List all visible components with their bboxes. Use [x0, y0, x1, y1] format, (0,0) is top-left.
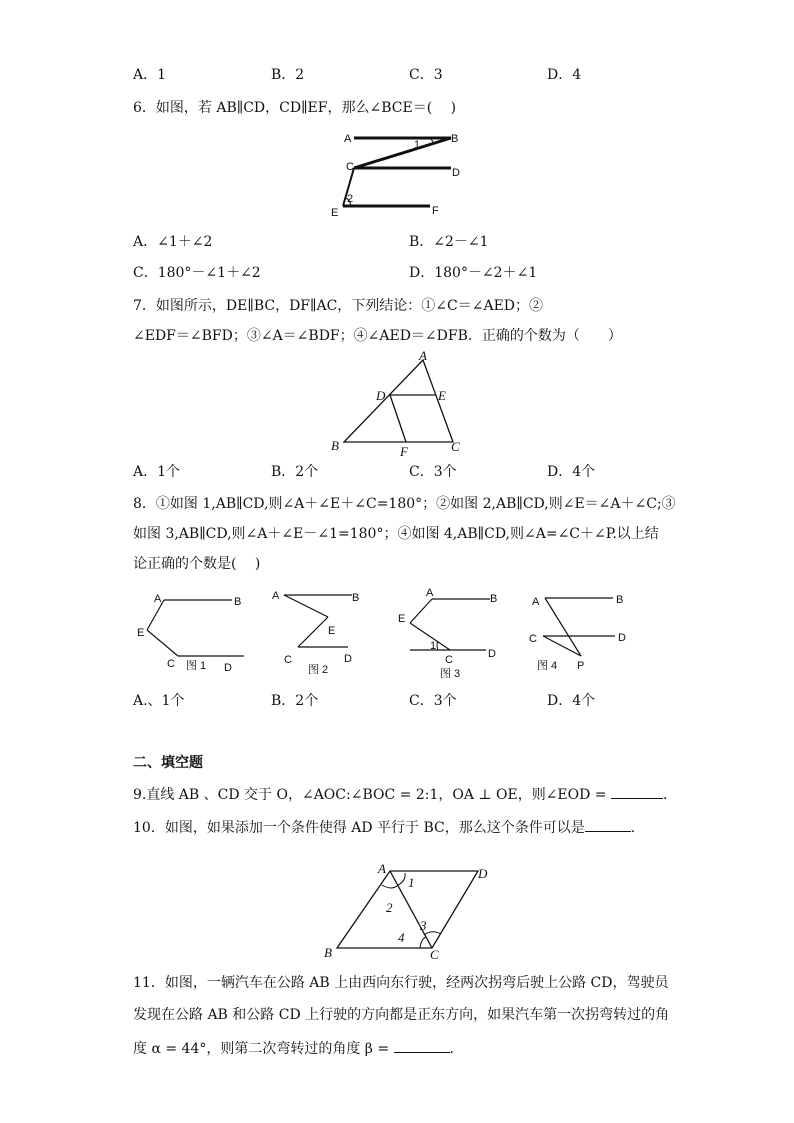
q8-option-c: C．3个 [409, 693, 457, 709]
q6-option-b: B．∠2－∠1 [409, 234, 489, 250]
q8f4-label-a: A [532, 596, 540, 608]
q7-option-a: A．1个 [133, 464, 181, 480]
q8-figure-3 [396, 585, 506, 680]
q10-line [133, 817, 635, 838]
q6-label-b: B [451, 133, 459, 145]
q10-label-c: C [430, 947, 439, 962]
q6-label-f: F [432, 205, 439, 217]
q6-option-d: D．180°－∠2＋∠1 [409, 265, 538, 281]
q7-figure [328, 350, 468, 458]
q6-label-a: A [344, 133, 352, 145]
q10-figure [320, 855, 500, 960]
q8f2-label-b: B [352, 592, 360, 604]
q8f3-label-d: D [488, 648, 496, 660]
q10-answer-blank[interactable] [585, 817, 631, 832]
q8f3-caption: 图 3 [440, 668, 461, 680]
q10-stem: 10．如图，如果添加一个条件使得 AD 平行于 BC，那么这个条件可以是 [133, 820, 585, 836]
q8f3-label-a: A [426, 587, 434, 599]
q6-label-c: C [346, 161, 354, 173]
q8-stem-line-1: 8．①如图 1,AB∥CD,则∠A＋∠E＋∠C=180°；②如图 2,AB∥CD,则∠E＝∠A＋∠C;③ [133, 496, 676, 512]
q8-option-a: A.、1个 [133, 693, 185, 709]
q9-stem: 9.直线 AB 、CD 交于 O，∠AOC:∠BOC = 2:1，OA ⊥ OE，则∠EOD = [133, 787, 607, 803]
q8f2-label-c: C [284, 654, 292, 666]
q11-line-1: 11．如图，一辆汽车在公路 AB 上由西向东行驶，经两次拐弯后驶上公路 CD，驾驶员 [133, 975, 669, 991]
q5-option-c: C．3 [409, 67, 443, 83]
q8f2-label-a: A [272, 590, 280, 602]
q8-figure-1 [134, 588, 244, 673]
q10-angle-3-arc [424, 932, 441, 935]
q8f1-label-c: C [167, 658, 175, 670]
q8-option-d: D．4个 [547, 693, 596, 709]
q7-stem-line-1: 7．如图所示，DE∥BC，DF∥AC，下列结论：①∠C＝∠AED；② [133, 298, 544, 314]
q10-angle-1-arc [398, 873, 405, 885]
q7-option-d: D．4个 [547, 464, 596, 480]
section-2-title: 二、填空题 [133, 755, 203, 771]
q11-line-3-wrap [133, 1038, 454, 1059]
q8f2-caption: 图 2 [308, 664, 329, 676]
q8f4-caption: 图 4 [537, 660, 558, 672]
q8f1-label-e: E [137, 627, 145, 639]
q11-line-3: 度 α = 44°，则第二次弯转过的角度 β = [133, 1041, 390, 1057]
q11-line-2: 发现在公路 AB 和公路 CD 上行驶的方向都是正东方向，如果汽车第一次拐弯转过的角 [133, 1007, 670, 1023]
q8f1-label-b: B [234, 596, 242, 608]
q8f3-label-1: 1 [430, 640, 437, 652]
q8f1-label-a: A [154, 593, 162, 605]
q10-angle-2-arc [382, 885, 398, 888]
q7-option-c: C．3个 [409, 464, 457, 480]
q5-option-b: B．2 [271, 67, 305, 83]
q8-stem-line-2: 如图 3,AB∥CD,则∠A＋∠E－∠1=180°；④如图 4,AB∥CD,则∠A=∠C＋∠P.以上结 [133, 526, 659, 542]
q10-end: . [630, 820, 636, 836]
q10-label-3: 3 [420, 918, 427, 933]
q10-label-d: D [478, 866, 488, 881]
q8f3-label-c: C [445, 654, 453, 666]
q7-label-a: A [419, 348, 427, 363]
q8f4-label-p: P [577, 660, 585, 672]
q6-figure [330, 126, 470, 221]
q10-label-b: B [324, 945, 332, 960]
q7-line-df [390, 395, 406, 442]
q6-label-1: 1 [414, 139, 421, 151]
q8-figure-4 [525, 588, 635, 678]
q10-angle-4-arc [420, 937, 426, 948]
q7-triangle-abc [344, 360, 453, 442]
q9-answer-blank[interactable] [611, 784, 663, 799]
q10-label-1: 1 [408, 875, 415, 890]
q7-label-c: C [451, 439, 460, 454]
q8f2-label-d: D [344, 653, 352, 665]
q9-line [133, 784, 667, 805]
q8f3-label-e: E [398, 613, 406, 625]
q11-end: . [449, 1041, 454, 1057]
q7-option-b: B．2个 [271, 464, 319, 480]
q7-label-d: D [376, 388, 386, 403]
q8f4-label-c: C [529, 633, 537, 645]
q6-label-d: D [452, 167, 460, 179]
q8-figure-2 [270, 585, 370, 680]
q5-option-a: A．1 [133, 67, 167, 83]
q5-option-d: D．4 [547, 67, 582, 83]
q6-option-a: A．∠1＋∠2 [133, 234, 213, 250]
q8f1-label-d: D [224, 662, 232, 674]
q6-label-e: E [331, 207, 339, 219]
q8f2-label-e: E [328, 625, 336, 637]
q7-stem-line-2: ∠EDF＝∠BFD；③∠A＝∠BDF；④∠AED＝∠DFB．正确的个数为（ ） [133, 328, 622, 344]
q8-option-b: B．2个 [271, 693, 319, 709]
q8f4-label-b: B [616, 594, 624, 606]
q6-line-bc [354, 138, 451, 168]
q7-label-f: F [400, 444, 408, 459]
q10-label-a: A [378, 861, 386, 876]
q8f3-label-b: B [490, 593, 498, 605]
q8f1-caption: 图 1 [186, 660, 207, 672]
q7-label-b: B [331, 438, 339, 453]
q9-end: . [663, 787, 668, 803]
q6-label-2: 2 [347, 193, 354, 205]
q6-stem: 6．如图，若 AB∥CD，CD∥EF，那么∠BCE＝( ) [133, 100, 457, 116]
q11-answer-blank[interactable] [394, 1038, 450, 1053]
q8-stem-line-3: 论正确的个数是( ) [133, 556, 261, 572]
q8f4-label-d: D [618, 632, 626, 644]
q10-label-4: 4 [398, 930, 405, 945]
q10-label-2: 2 [386, 900, 393, 915]
q7-label-e: E [438, 388, 446, 403]
q6-option-c: C．180°－∠1＋∠2 [133, 265, 261, 281]
